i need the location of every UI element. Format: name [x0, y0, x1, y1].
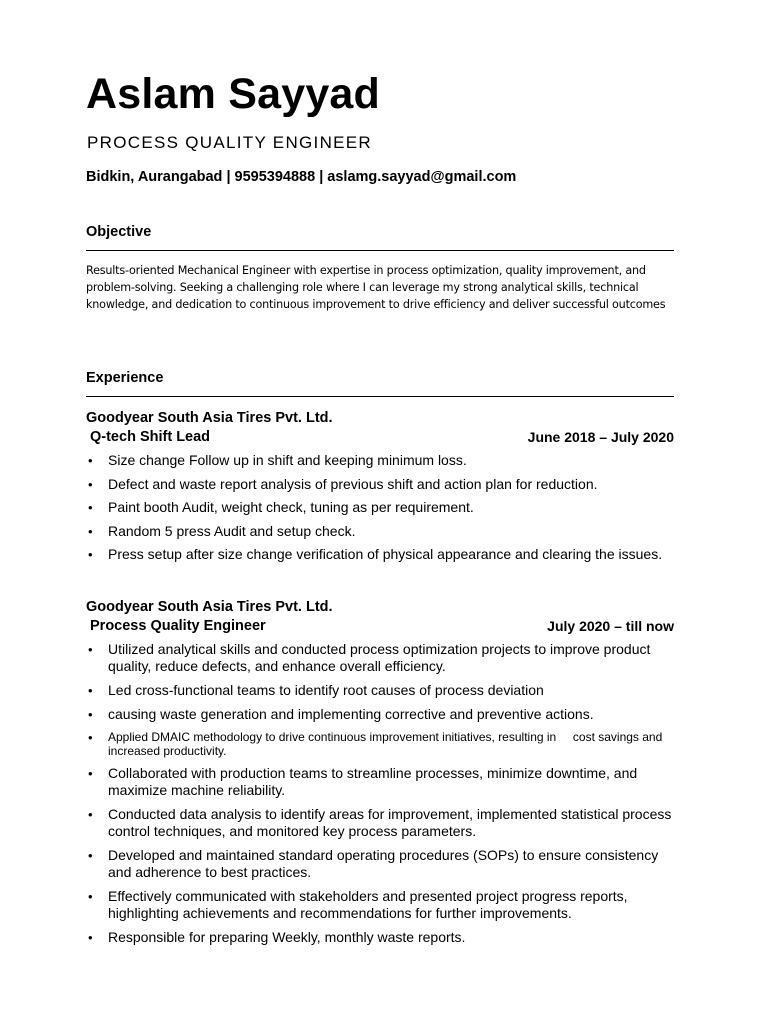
job-bullet: • Random 5 press Audit and setup check. [86, 523, 674, 540]
candidate-name: Aslam Sayyad [86, 70, 381, 118]
job-bullet: • Size change Follow up in shift and keeping minimum loss. [86, 452, 674, 469]
company-name: Goodyear South Asia Tires Pvt. Ltd. [86, 410, 333, 426]
job-bullet: • causing waste generation and implementing corrective and preventive actions. [86, 706, 674, 723]
job-bullet: • Conducted data analysis to identify areas for improvement, implemented statistical process control techniques, and monitored key process parameters. [86, 806, 674, 840]
job-bullet: • Utilized analytical skills and conducted process optimization projects to improve product quality, reduce defects, and enhance overall efficiency. [86, 641, 674, 675]
job-bullet: • Paint booth Audit, weight check, tuning as per requirement. [86, 499, 674, 516]
job-bullet: • Developed and maintained standard operating procedures (SOPs) to ensure consistency and adherence to best practices. [86, 847, 674, 881]
objective-heading: Objective [86, 224, 152, 240]
job-entry-1 [86, 409, 674, 563]
company-name: Goodyear South Asia Tires Pvt. Ltd. [86, 599, 333, 615]
objective-text: Results-oriented Mechanical Engineer with expertise in process optimization, quality improvement, and problem-solving. Seeking a challenging role where I can leverage my strong analytical skills, technical knowledge, and dedication to continuous improvement to drive efficiency and deliver successful outcomes [86, 264, 666, 311]
job-dates: June 2018 – July 2020 [527, 429, 674, 445]
job-bullet: • Led cross-functional teams to identify root causes of process deviation [86, 682, 674, 699]
role-title: Process Quality Engineer [90, 618, 266, 634]
experience-heading: Experience [86, 370, 164, 386]
job-bullet: • Applied DMAIC methodology to drive continuous improvement initiatives, resulting in cost savings and increased productivity. [86, 730, 674, 758]
experience-divider [86, 396, 674, 397]
job-bullet: • Press setup after size change verification of physical appearance and clearing the issues. [86, 546, 674, 563]
job-bullet-list [86, 641, 674, 946]
job-bullet: • Defect and waste report analysis of previous shift and action plan for reduction. [86, 476, 674, 493]
job-bullet: • Collaborated with production teams to streamline processes, minimize downtime, and maximize machine reliability. [86, 765, 674, 799]
job-bullet: • Responsible for preparing Weekly, monthly waste reports. [86, 929, 674, 946]
objective-divider [86, 250, 674, 251]
contact-line: Bidkin, Aurangabad | 9595394888 | aslamg.sayyad@gmail.com [86, 169, 517, 185]
job-bullet-list [86, 452, 674, 563]
role-title: Q-tech Shift Lead [90, 429, 211, 445]
job-entry-2 [86, 598, 674, 946]
job-bullet: • Effectively communicated with stakeholders and presented project progress reports, highlighting achievements and recommendations for further improvements. [86, 888, 674, 922]
job-dates: July 2020 – till now [547, 618, 674, 634]
job-title: PROCESS QUALITY ENGINEER [87, 133, 373, 152]
